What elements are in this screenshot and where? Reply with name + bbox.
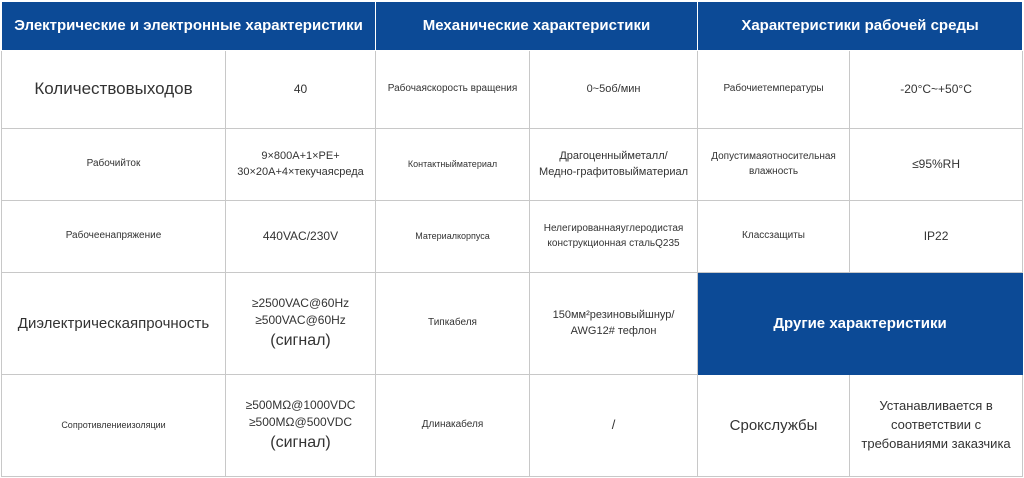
value-line: 40 — [293, 81, 308, 96]
value-line: 30×20A+4×текучаясреда — [237, 165, 364, 178]
electrical-value — [226, 201, 376, 273]
value-line: 440VAC/230V — [262, 228, 339, 243]
table-row — [2, 129, 1023, 201]
electrical-label: Рабочийток — [2, 129, 226, 201]
header-electrical: Электрические и электронные характеристики — [2, 2, 376, 51]
electrical-label: Количествовыходов — [2, 51, 226, 129]
environment-label: Классзащиты — [698, 201, 850, 273]
mechanical-value — [530, 129, 698, 201]
mechanical-label: Типкабеля — [376, 273, 530, 375]
environment-label: Рабочиетемпературы — [698, 51, 850, 129]
environment-label: Допустимаяотносительная влажность — [698, 129, 850, 201]
value-line: Медно-графитовыйматериал — [538, 165, 689, 178]
value-line: ≥500VAC@60Hz — [255, 312, 346, 327]
header-other: Другие характеристики — [698, 273, 1023, 375]
header-row — [2, 2, 1023, 51]
environment-value: -20°C~+50°C — [850, 51, 1023, 129]
specifications-table — [1, 1, 1023, 477]
table-row — [2, 201, 1023, 273]
electrical-value — [226, 51, 376, 129]
value-line: / — [611, 417, 616, 433]
environment-value: IP22 — [850, 201, 1023, 273]
electrical-value — [226, 375, 376, 477]
other-value: Устанавливается в соответствии с требованиями заказчика — [850, 375, 1023, 477]
table-row — [2, 375, 1023, 477]
value-line: 9×800A+1×PE+ — [261, 149, 340, 162]
header-environment: Характеристики рабочей среды — [698, 2, 1023, 51]
electrical-label: Рабочеенапряжение — [2, 201, 226, 273]
value-line: конструкционная стальQ235 — [547, 237, 680, 249]
value-line: ≥500MΩ@1000VDC — [245, 397, 356, 412]
electrical-value — [226, 129, 376, 201]
value-line: Драгоценныйметалл/ — [559, 149, 668, 162]
mechanical-label: Контактныйматериал — [376, 129, 530, 201]
value-line: ≥500MΩ@500VDC — [248, 414, 353, 429]
environment-value: ≤95%RH — [850, 129, 1023, 201]
value-line: (сигнал) — [270, 434, 331, 452]
value-line: 0~5об/мин — [586, 82, 641, 95]
electrical-label: Сопротивлениеизоляции — [2, 375, 226, 477]
mechanical-label: Рабочаяскорость вращения — [376, 51, 530, 129]
mechanical-value — [530, 51, 698, 129]
electrical-value — [226, 273, 376, 375]
value-line: (сигнал) — [270, 332, 331, 350]
value-line: Нелегированнаяуглеродистая — [543, 223, 684, 234]
value-line: 150мм²резиновыйшнур/ — [552, 308, 675, 321]
mechanical-value — [530, 273, 698, 375]
electrical-label: Диэлектрическаяпрочность — [2, 273, 226, 375]
mechanical-value — [530, 201, 698, 273]
value-line: AWG12# тефлон — [570, 324, 657, 337]
other-label: Срокслужбы — [698, 375, 850, 477]
header-mechanical: Механические характеристики — [376, 2, 698, 51]
table-row — [2, 273, 1023, 375]
mechanical-value — [530, 375, 698, 477]
mechanical-label: Длинакабеля — [376, 375, 530, 477]
table-row — [2, 51, 1023, 129]
value-line: ≥2500VAC@60Hz — [251, 295, 350, 310]
mechanical-label: Материалкорпуса — [376, 201, 530, 273]
